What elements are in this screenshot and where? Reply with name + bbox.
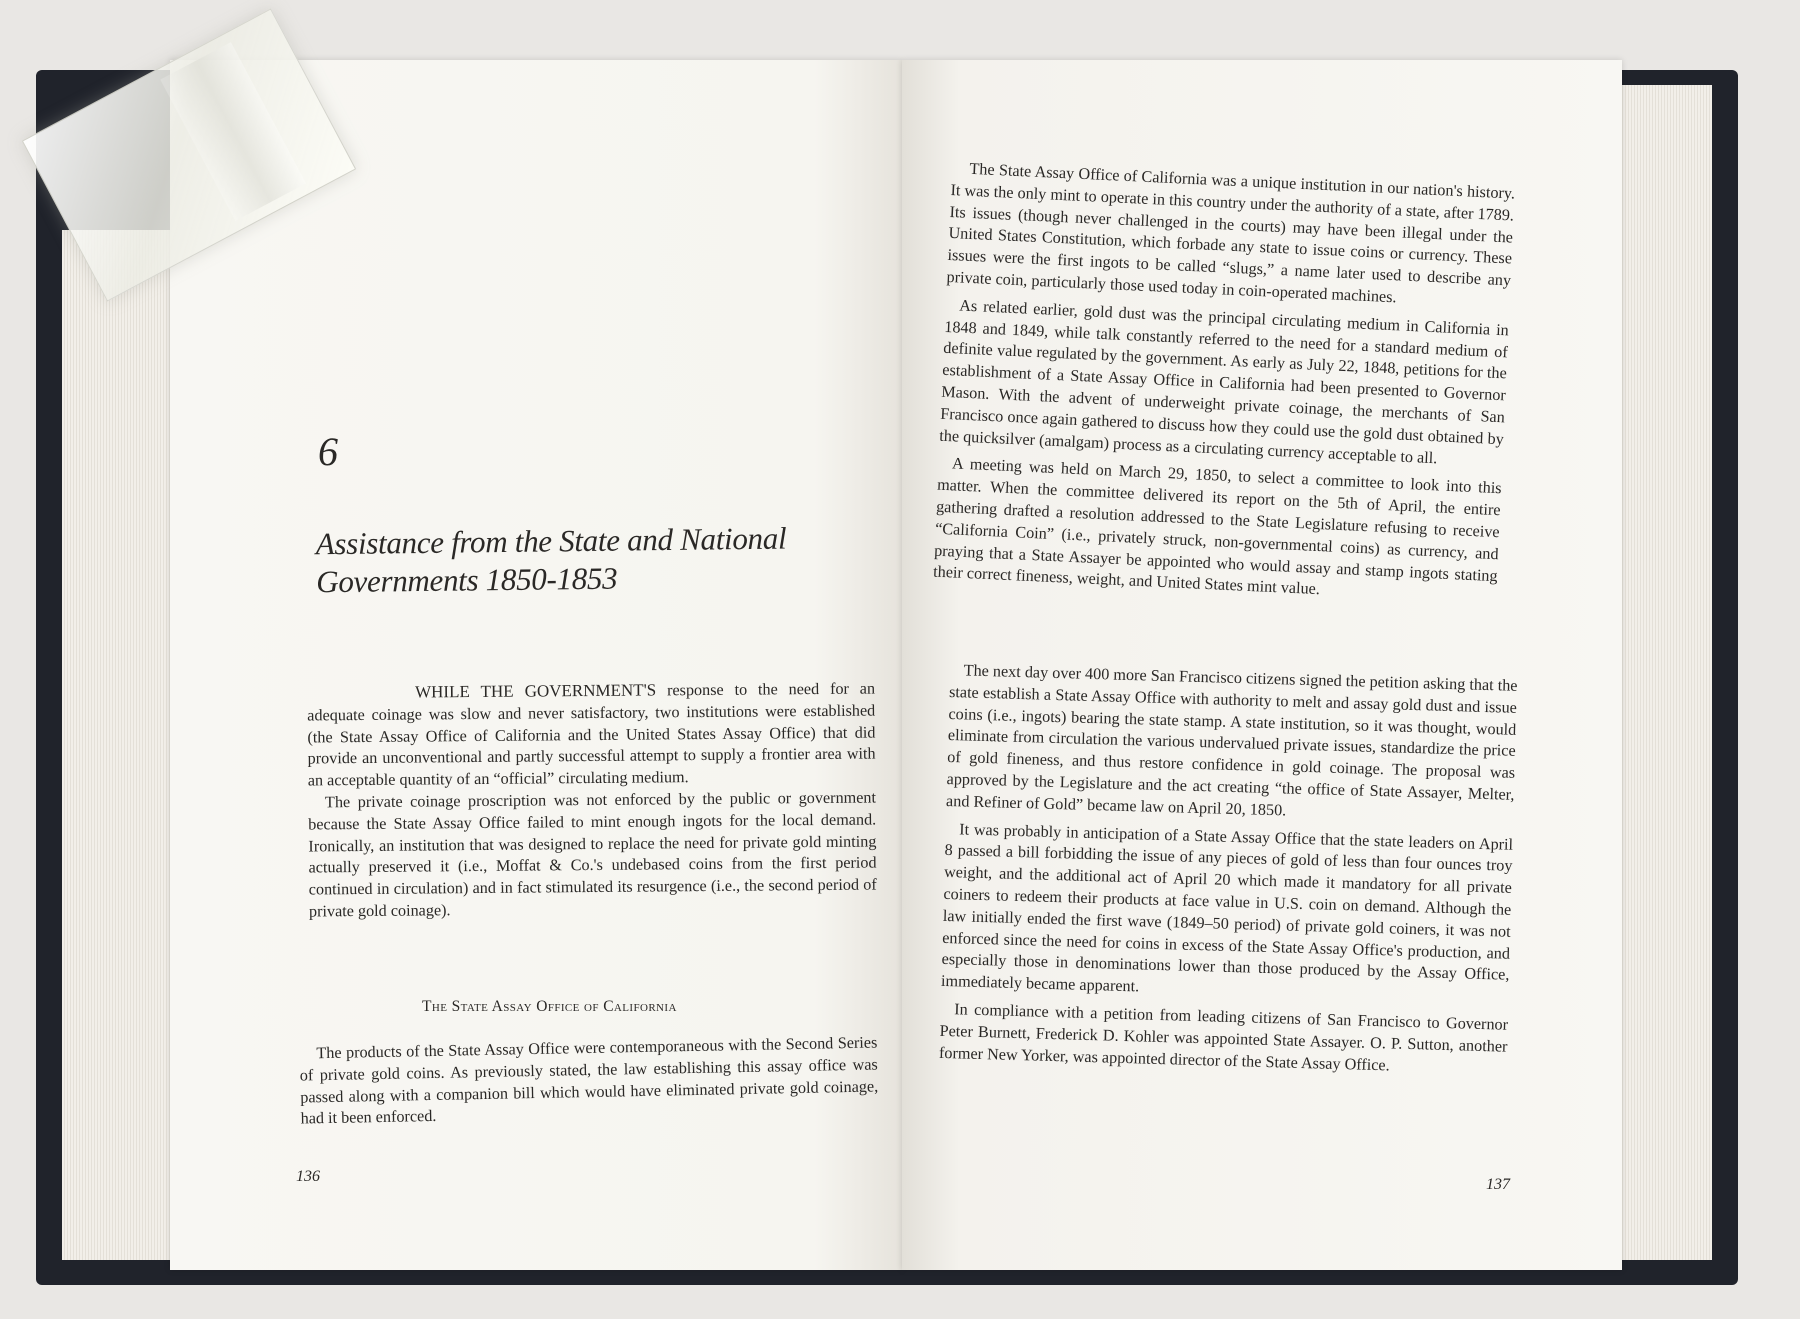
- chapter-title-line-2: Governments 1850-1853: [316, 560, 618, 600]
- chapter-number: 6: [318, 429, 338, 474]
- right-page-body-lower: [939, 660, 1518, 1086]
- paragraph: The next day over 400 more San Francisco citizens signed the petition asking that the state establish a State Assay Office with authority to melt and assay gold dust and issue coins (i.e., ingots) bearing the state stamp. A state institution, so it was thought, would eliminate from circulation the various undervalued private issues, standardize the price of gold fineness, and thus restore confidence in gold coinage. The proposal was approved by the Legislature and the act creating “the office of State Assayer, Melter, and Refiner of Gold” became law on April 20, 1850.: [945, 661, 1518, 820]
- paragraph: It was probably in anticipation of a State Assay Office that the state leaders on April 8 passed a bill forbidding the issue of any pieces of gold of less than four ounces troy weight, and the additional act of April 20 which made it mandatory for all private coiners to redeem their products at face value in U.S. coin on demand. Although the law initially ended the first wave (1849–50 period) of private gold coiners, it was not enforced since the need for coins in excess of the State Assay Office's production, and especially those in denominations lower than those produced by the Assay Office, immediately became apparent.: [940, 819, 1514, 996]
- section-heading: The State Assay Office of California: [422, 998, 677, 1015]
- paragraph-text: response to the need for an adequate coinage was slow and never satisfactory, two institutions were established (the State Assay Office of California and the United States Assay Office) that did provide an unconventional and partly successful attempt to supply a frontier area with an acceptable quantity of an “official” circulating medium.: [307, 679, 876, 790]
- left-page-body-section: [299, 1032, 879, 1130]
- chapter-title: [316, 519, 857, 602]
- page-number-left: 136: [296, 1168, 320, 1185]
- left-page-body: [307, 678, 877, 924]
- right-page-body: [932, 158, 1515, 615]
- page-number-right: 137: [1486, 1176, 1510, 1193]
- paragraph: A meeting was held on March 29, 1850, to select a committee to look into this matter. When the committee delivered its report on the 5th of April, the entire gathering drafted a resolution addressed to the State Legislature refusing to receive “California Coin” (i.e., privately struck, non-governmental coins) as currency, and praying that a State Assayer be appointed who would assay and stamp ingots stating their correct fineness, weight, and United States mint value.: [932, 454, 1502, 599]
- lead-in: WHILE THE GOVERNMENT'S: [414, 680, 657, 702]
- paragraph: The State Assay Office of California was a unique institution in our nation's history. It was the only mint to operate in this country under the authority of a state, after 1789. Its issues (though never challenged in the courts) may have been illegal under the United States Constitution, which forbade any state to issue coins or currency. These issues were the first ingots to be called “slugs,” a name later used to describe any private coin, particularly those used today in coin-operated machines.: [946, 159, 1516, 307]
- paragraph: [307, 678, 876, 793]
- chapter-title-line-1: Assistance from the State and National: [315, 520, 787, 562]
- paragraph: In compliance with a petition from leading citizens of San Francisco to Governor Peter Burnett, Frederick D. Kohler was appointed State Assayer. O. P. Sutton, another former New Yorker, was appointed director of the State Assay Office.: [938, 1000, 1509, 1074]
- paragraph: The private coinage proscription was not enforced by the public or government because the State Assay Office failed to mint enough ingots for the local demand. Ironically, an institution that was designed to replace the need for private gold minting actually preserved it (i.e., Moffat & Co.'s undebased coins from the first period continued in circulation) and in fact stimulated its resurgence (i.e., the second period of private gold coinage).: [308, 788, 877, 921]
- lucite-page-weight: [28, 14, 358, 264]
- page-edges-left: [62, 230, 182, 1260]
- paragraph: As related earlier, gold dust was the principal circulating medium in California in 1848 and 1849, while talk constantly referred to the need for a standard medium of definite value regulated by the government. As early as July 22, 1848, petitions for the establishment of a State Assay Office in California had been presented to Governor Mason. With the advent of underweight private coinage, the merchants of San Francisco once again gathered to discuss how they could use the gold dust obtained by the quicksilver (amalgam) process as a circulating currency acceptable to all.: [939, 296, 1510, 467]
- page-edges-right: [1620, 85, 1712, 1260]
- paragraph: The products of the State Assay Office were contemporaneous with the Second Series of private gold coins. As previously stated, the law establishing this assay office was passed along with a companion bill which would have eliminated private gold coinage, had it been enforced.: [299, 1033, 879, 1128]
- lucite-block-face: [22, 8, 356, 301]
